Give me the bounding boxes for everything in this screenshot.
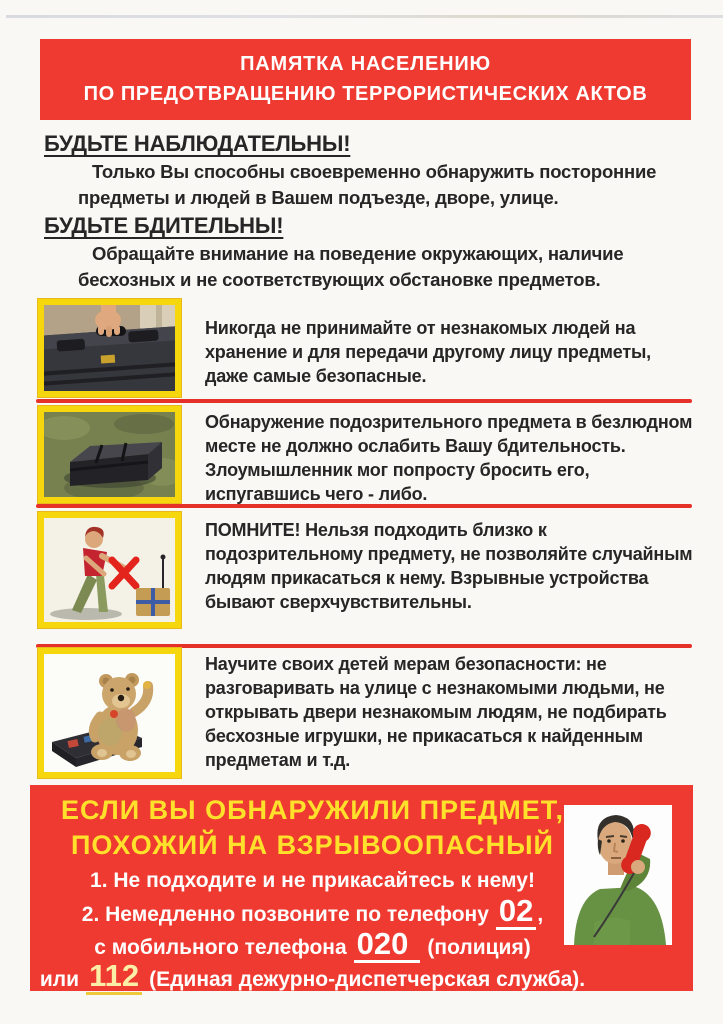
alert-heading-line2: ПОХОЖИЙ НА ВЗРЫВООПАСНЫЙ [71, 830, 554, 860]
alert-step1-text: 1. Не подходите и не прикасайтесь к нему! [90, 869, 535, 892]
poster-title-line1: ПАМЯТКА НАСЕЛЕНИЮ [240, 53, 491, 75]
hand-taking-suitcase-photo [38, 299, 181, 397]
do-not-approach-object-illustration [38, 512, 181, 628]
alert-step3-suffix: (полиция) [427, 936, 531, 959]
alert-step-2 [40, 893, 585, 930]
man-calling-red-phone-illustration [564, 805, 672, 945]
abandoned-box-illustration [44, 412, 175, 497]
suitcase-hand-illustration [44, 305, 175, 391]
separator-rule-1 [36, 399, 692, 403]
alert-heading-line1: ЕСЛИ ВЫ ОБНАРУЖИЛИ ПРЕДМЕТ, [60, 795, 565, 825]
woman-package-x-illustration [44, 518, 175, 622]
tip-text-2: Обнаружение подозрительного предмета в безлюдном месте не должно ослабить Вашу бдительность. Злоумышленник мог попросту бросить его, испугавшись чего - либо. [205, 412, 693, 504]
section-heading-be-observant: БУДЬТЕ НАБЛЮДАТЕЛЬНЫ! [44, 131, 351, 156]
phone-number-020: 020 [354, 930, 421, 963]
alert-step2-text: 2. Немедленно позвоните по телефону [81, 903, 489, 926]
section-heading-be-vigilant: БУДЬТЕ БДИТЕЛЬНЫ! [44, 213, 284, 238]
tip-text-1: Никогда не принимайте от незнакомых людей на хранение и для передачи другому лицу предметы, даже самые безопасные. [205, 318, 651, 386]
alert-step-4 [39, 958, 586, 995]
phone-number-02: 02 [496, 897, 536, 930]
phone-number-112: 112 [86, 962, 142, 995]
alert-step4-suffix: (Единая дежурно-диспетчерская служба). [149, 968, 586, 991]
section-body-be-observant: Только Вы способны своевременно обнаружить посторонние предметы и людей в Вашем подъезде, дворе, улице. [78, 161, 657, 208]
teddy-bear-illustration [44, 654, 175, 772]
tip-text-3: ПОМНИТЕ! Нельзя подходить близко к подозрительному предмету, не позволяйте случайным людям прикасаться к нему. Взрывные устройства бывают сверхчувствительны. [205, 520, 693, 612]
alert-step4-text: или [39, 968, 80, 991]
alert-panel [30, 785, 693, 991]
abandoned-box-on-grass-photo [38, 406, 181, 503]
title-banner [40, 39, 691, 120]
man-phone-illustration [564, 805, 672, 945]
alert-step3-text: с мобильного телефона [94, 936, 347, 959]
section-body-be-vigilant: Обращайте внимание на поведение окружающих, наличие бесхозных и не соответствующих обстановке предметов. [78, 243, 624, 290]
teddy-bear-on-suitcase-photo [38, 648, 181, 778]
scanner-artifact-line [6, 15, 723, 18]
tip-text-4: Научите своих детей мерам безопасности: не разговаривать на улице с незнакомыми людьми, не открывать двери незнакомым людям, не подбирать бесхозные игрушки, не прикасаться к найденным предметам и т.д. [205, 654, 667, 770]
alert-step2-suffix: , [537, 903, 544, 926]
alert-step-1 [40, 869, 585, 893]
poster-title-line2: ПО ПРЕДОТВРАЩЕНИЮ ТЕРРОРИСТИЧЕСКИХ АКТОВ [83, 83, 648, 105]
separator-rule-2 [36, 504, 692, 508]
